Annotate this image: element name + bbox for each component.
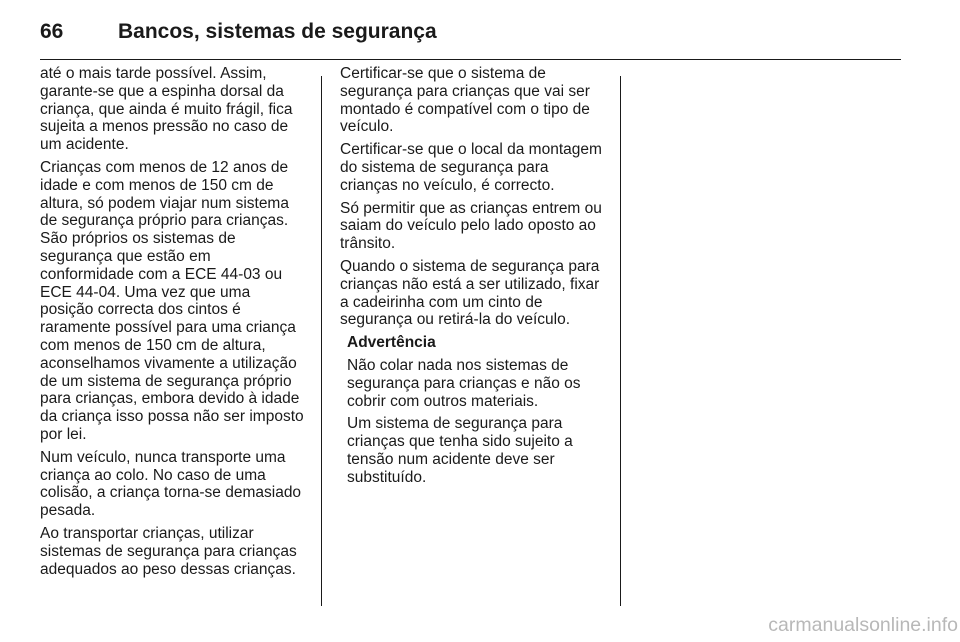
watermark: carmanualsonline.info [768, 614, 958, 636]
paragraph: Quando o sistema de segurança para crianças não está a ser utilizado, fixar a cadeirinha com um cinto de segurança ou retirá-la do veículo. [340, 257, 600, 329]
column-divider [620, 76, 621, 606]
text-column-left [40, 65, 306, 583]
warning-paragraph: Um sistema de segurança para crianças que tenha sido sujeito a tensão num acidente deve ser substituído. [347, 415, 573, 486]
text-column-middle [340, 65, 608, 492]
paragraph: até o mais tarde possível. Assim, garante-se que a espinha dorsal da criança, que ainda é muito frágil, fica sujeita a menos pressão no caso de um acidente. [40, 65, 293, 154]
paragraph: Num veículo, nunca transporte uma criança ao colo. No caso de uma colisão, a criança torna-se demasiado pesada. [40, 448, 302, 520]
warning-box [347, 334, 608, 486]
paragraph: Só permitir que as crianças entrem ou saiam do veículo pelo lado oposto ao trânsito. [340, 199, 602, 253]
column-divider [321, 76, 322, 606]
paragraph: Certificar-se que o local da montagem do sistema de segurança para crianças no veículo, é correcto. [340, 141, 602, 194]
section-title: Bancos, sistemas de segurança [118, 20, 437, 43]
header-divider [40, 59, 901, 60]
warning-paragraph: Não colar nada nos sistemas de segurança para crianças e não os cobrir com outros materiais. [347, 356, 581, 410]
page-header [40, 18, 900, 54]
warning-title: Advertência [347, 334, 436, 352]
paragraph: Ao transportar crianças, utilizar sistemas de segurança para crianças adequados ao peso dessas crianças. [40, 524, 297, 578]
page-number: 66 [40, 20, 64, 43]
paragraph: Certificar-se que o sistema de segurança para crianças que vai ser montado é compatível com o tipo de veículo. [340, 65, 590, 136]
paragraph: Crianças com menos de 12 anos de idade e com menos de 150 cm de altura, só podem viajar num sistema de segurança próprio para crianças. São próprios os sistemas de segurança que estão em conformidade com a ECE 44-03 ou ECE 44-04. Uma vez que uma posição correcta dos cintos é raramente possível para uma criança com menos de 150 cm de altura, aconselhamos vivamente a utilização de um sistema de segurança próprio para crianças, embora devido à idade da criança isso possa não ser imposto por lei. [40, 158, 304, 443]
